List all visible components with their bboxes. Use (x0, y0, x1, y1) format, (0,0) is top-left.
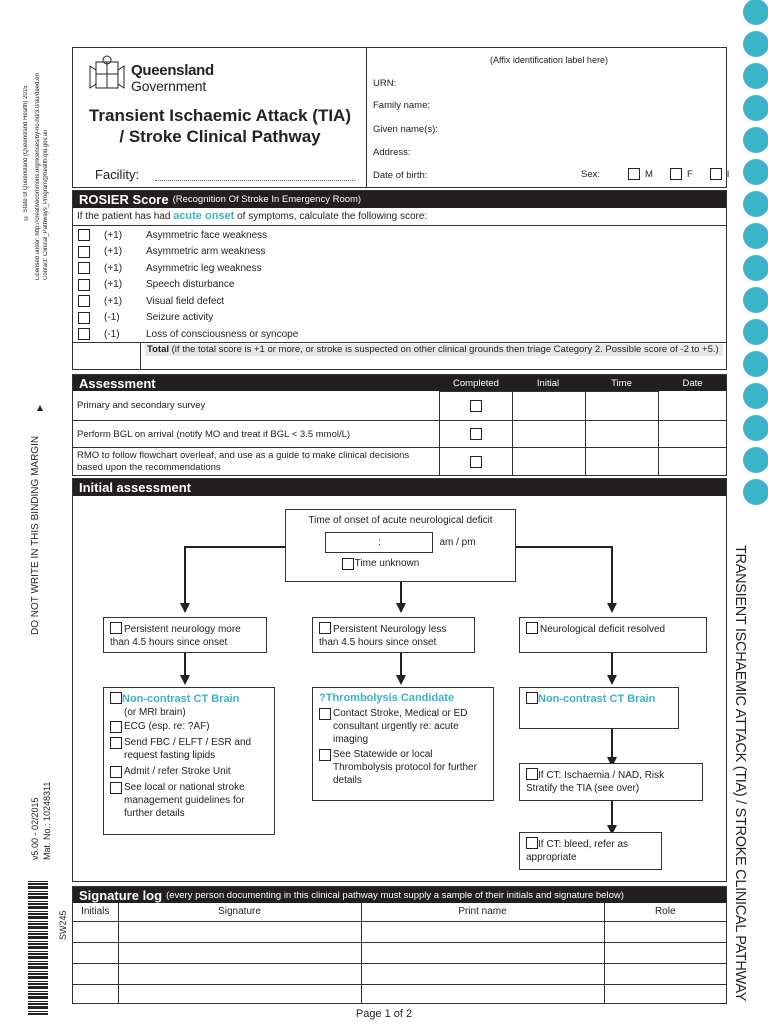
facility-field[interactable] (155, 180, 355, 181)
assessment-section (72, 374, 727, 476)
table-row: Initials Signature Print name Role (73, 903, 726, 921)
contact-text: Contact: Clinical_Pathways_Program@health.qld.gov.au (43, 129, 49, 280)
rosier-item[interactable]: (+1) Asymmetric arm weakness (73, 244, 265, 261)
col3-bleed-box[interactable]: If CT: bleed, refer as appropriate (519, 832, 662, 870)
signature-header: Signature log (every person documenting in this clinical pathway must supply a sample of their initials and signature below) (73, 887, 726, 903)
col1-item[interactable]: Send FBC / ELFT / ESR and request fasting lipids (110, 736, 268, 762)
rosier-item[interactable]: (-1) Seizure activity (73, 310, 213, 327)
sex-f-label: F (686, 168, 693, 180)
sex-i-label: I (726, 168, 730, 180)
form-code: SW245 (58, 910, 68, 940)
assessment-header: Assessment Completed Initial Time Date (73, 375, 726, 391)
col3-ct-box[interactable]: Non-contrast CT Brain (519, 687, 679, 729)
version-text: v5.00 - 02/2015 (30, 797, 40, 860)
side-decoration (732, 0, 768, 520)
table-row[interactable] (73, 984, 726, 1003)
thrombolysis-title: ?Thrombolysis Candidate (319, 692, 455, 704)
arrow-up-icon (37, 405, 43, 411)
affix-text: (Affix identification label here) (490, 55, 608, 65)
side-title: TRANSIENT ISCHAEMIC ATTACK (TIA) / STROKE CLINICAL PATHWAY (732, 545, 748, 1002)
time-cell[interactable] (585, 448, 658, 476)
date-cell[interactable] (658, 421, 726, 448)
table-row: RMO to follow flowchart overleaf, and use as a guide to make clinical decisions based upon the recommendations (73, 448, 726, 476)
completed-checkbox[interactable] (470, 428, 482, 440)
binding-margin-text: DO NOT WRITE IN THIS BINDING MARGIN (30, 435, 41, 635)
license-text: Licensed under: http://creativecommons.org/licenses/by-nc-nd/3.0/au/deed.en (35, 73, 41, 280)
barcode (28, 880, 48, 1015)
address-label: Address: (373, 147, 411, 158)
sex-field (581, 168, 729, 180)
sex-label: Sex: (581, 168, 601, 180)
initial-cell[interactable] (512, 421, 585, 448)
total-score-field[interactable] (73, 342, 141, 369)
page-title: Transient Ischaemic Attack (TIA) / Stroke Clinical Pathway (88, 106, 351, 146)
table-row[interactable] (73, 963, 726, 984)
col2-actions-box (312, 687, 494, 801)
col1-item[interactable]: ECG (esp. re: ?AF) (110, 720, 268, 733)
table-row[interactable] (73, 921, 726, 942)
col2-item[interactable]: Contact Stroke, Medical or ED consultant urgently re: acute imaging (319, 707, 487, 746)
table-row[interactable] (73, 942, 726, 963)
onset-box (285, 509, 516, 582)
rosier-section (72, 190, 727, 370)
rosier-list (73, 225, 726, 340)
persistent-less-box[interactable]: Persistent Neurology less than 4.5 hours since onset (312, 617, 475, 653)
col1-actions-box: Non-contrast CT Brain (or MRI brain) ECG (esp. re: ?AF) Send FBC / ELFT / ESR and request fasting lipids Admit / refer Stroke Unit See local or national stroke management guidelines for further details (103, 687, 275, 835)
signature-section (72, 886, 727, 1004)
ampm-label: am / pm (439, 537, 476, 548)
col2-item[interactable]: See Statewide or local Thrombolysis protocol for further details (319, 748, 487, 787)
sex-m-checkbox[interactable] (628, 168, 640, 180)
copyright-text: © State of Queensland (Queensland Health) 2015 (23, 85, 29, 220)
col3-ischaemia-box[interactable]: If CT: Ischaemia / NAD, Risk Stratify the TIA (see over) (519, 763, 703, 801)
header-left (73, 48, 367, 187)
page-number: Page 1 of 2 (355, 1008, 413, 1020)
rosier-item[interactable]: (-1) Loss of consciousness or syncope (73, 326, 298, 343)
time-cell[interactable] (585, 392, 658, 421)
onset-title: Time of onset of acute neurological deficit (308, 515, 493, 526)
signature-table (73, 903, 726, 1003)
rosier-item[interactable]: (+1) Asymmetric face weakness (73, 227, 267, 244)
col1-item[interactable]: Admit / refer Stroke Unit (110, 765, 268, 778)
sex-m-label: M (645, 168, 653, 180)
mat-no-text: Mat. No.: 10248311 (42, 781, 52, 860)
completed-checkbox[interactable] (470, 400, 482, 412)
persistent-more-box[interactable]: Persistent neurology more than 4.5 hours since onset (103, 617, 267, 653)
patient-label-area[interactable] (373, 48, 730, 187)
logo-line2: Government (131, 78, 207, 94)
logo-line1: Queensland (131, 62, 214, 79)
facility-label: Facility: (95, 167, 140, 182)
completed-checkbox[interactable] (470, 456, 482, 468)
date-cell[interactable] (658, 448, 726, 476)
rosier-item[interactable]: (+1) Visual field defect (73, 293, 224, 310)
initial-assessment-header: Initial assessment (73, 479, 726, 496)
onset-time-input[interactable]: : (325, 532, 433, 553)
rosier-header: ROSIER Score (Recognition Of Stroke In Emergency Room) (73, 191, 726, 208)
assessment-table (73, 391, 726, 476)
dob-label: Date of birth: (373, 170, 428, 181)
col1-item[interactable]: See local or national stroke management guidelines for further details (110, 781, 268, 820)
table-row: Primary and secondary survey (73, 392, 726, 421)
sex-f-checkbox[interactable] (670, 168, 682, 180)
deficit-resolved-box[interactable]: Neurological deficit resolved (519, 617, 707, 653)
date-cell[interactable] (658, 392, 726, 421)
rosier-total: Total (if the total score is +1 or more, or stroke is suspected on other clinical grounds then triage Category 2. Possible score of -2 to +5.) (145, 344, 723, 356)
table-row: Perform BGL on arrival (notify MO and treat if BGL < 3.5 mmol/L) (73, 421, 726, 448)
sex-i-checkbox[interactable] (710, 168, 722, 180)
time-unknown-option[interactable]: Time unknown (252, 557, 509, 570)
col1-ct-option[interactable]: Non-contrast CT Brain (110, 692, 268, 706)
rosier-intro: If the patient has had acute onset of symptoms, calculate the following score: (77, 210, 428, 222)
initial-cell[interactable] (512, 448, 585, 476)
rosier-total-divider (73, 342, 726, 343)
rosier-item[interactable]: (+1) Asymmetric leg weakness (73, 260, 262, 277)
family-name-label: Family name: (373, 100, 431, 111)
given-names-label: Given name(s): (373, 124, 438, 135)
initial-cell[interactable] (512, 392, 585, 421)
time-cell[interactable] (585, 421, 658, 448)
urn-label: URN: (373, 78, 397, 89)
coat-of-arms-icon (88, 54, 126, 94)
initial-assessment-section (72, 478, 727, 882)
rosier-item[interactable]: (+1) Speech disturbance (73, 277, 234, 294)
header (72, 47, 730, 188)
